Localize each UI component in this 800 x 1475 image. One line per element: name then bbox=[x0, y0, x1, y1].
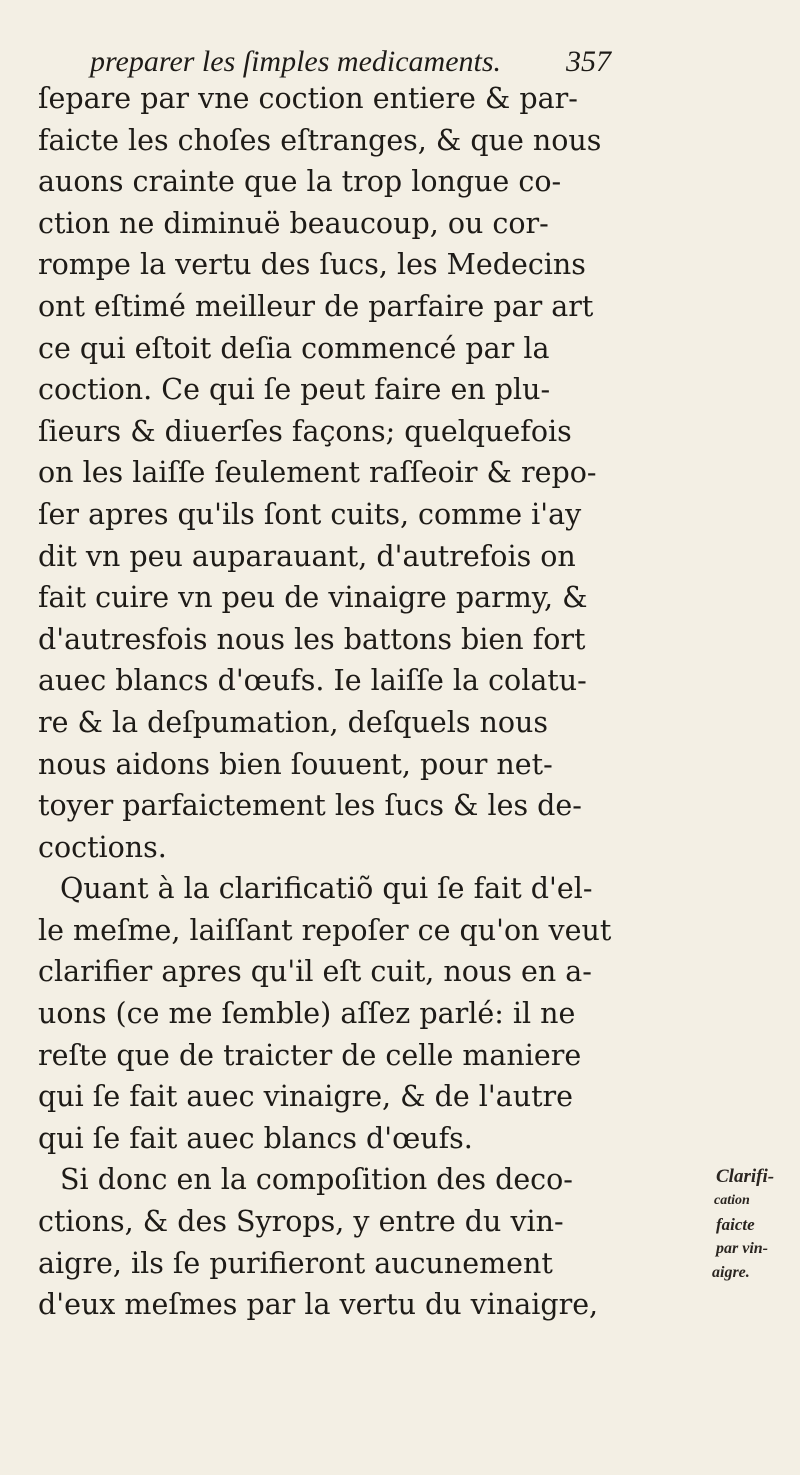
text-line: re & la deſpumation, deſquels nous bbox=[38, 705, 549, 739]
margin-note-line: faicte bbox=[716, 1215, 755, 1234]
text-line: le meſme, laiſſant repoſer ce qu'on veut bbox=[38, 913, 612, 947]
margin-note-line: cation bbox=[714, 1193, 750, 1208]
text-line: ſepare par vne coction entiere & par- bbox=[38, 82, 578, 115]
text-line: fait cuire vn peu de vinaigre parmy, & bbox=[38, 581, 588, 615]
text-line: reſte que de traicter de celle maniere bbox=[38, 1038, 582, 1072]
text-line: d'autresfois nous les battons bien fort bbox=[38, 622, 586, 656]
text-line: coctions. bbox=[38, 830, 167, 864]
text-line: auons crainte que la trop longue co- bbox=[38, 165, 562, 199]
text-line: aigre, ils ſe purifieront aucunement bbox=[38, 1246, 553, 1280]
margin-note-line: aigre. bbox=[712, 1264, 750, 1281]
paragraph-start-line: Si donc en la compoſition des deco- bbox=[60, 1163, 573, 1197]
margin-note bbox=[712, 1165, 796, 1285]
text-line: uons (ce me ſemble) aſſez parlé: il ne bbox=[38, 997, 576, 1031]
text-line: coction. Ce qui ſe peut faire en plu- bbox=[38, 373, 551, 407]
text-line: ction ne diminuë beaucoup, ou cor- bbox=[38, 206, 549, 240]
text-line: nous aidons bien ſouuent, pour net- bbox=[38, 747, 553, 781]
text-line: auec blancs d'œufs. Ie laiſſe la colatu- bbox=[38, 664, 587, 698]
margin-note-line: par vin- bbox=[716, 1240, 768, 1257]
margin-note-line: Clarifi- bbox=[716, 1166, 775, 1187]
paragraph-start-line: Quant à la clarificatiõ qui ſe fait d'el- bbox=[60, 872, 593, 906]
text-line: rompe la vertu des ſucs, les Medecins bbox=[38, 248, 586, 282]
text-line: qui ſe fait auec blancs d'œufs. bbox=[38, 1121, 473, 1155]
text-line: dit vn peu auparauant, d'autrefois on bbox=[38, 539, 576, 573]
text-line: ont eſtimé meilleur de parfaire par art bbox=[38, 289, 594, 323]
text-line: on les laiſſe ſeulement raſſeoir & repo- bbox=[38, 456, 597, 490]
main-text bbox=[38, 78, 678, 1326]
text-line: toyer parfaictement les ſucs & les de- bbox=[38, 789, 582, 823]
text-line: ctions, & des Syrops, y entre du vin- bbox=[38, 1205, 564, 1239]
text-line: ſer apres qu'ils ſont cuits, comme i'ay bbox=[38, 497, 582, 531]
text-line: d'eux meſmes par la vertu du vinaigre, bbox=[38, 1288, 599, 1322]
text-line: ſieurs & diuerſes façons; quelquefois bbox=[38, 414, 572, 448]
text-line: faicte les choſes eſtranges, & que nous bbox=[38, 123, 602, 157]
text-line: ce qui eſtoit deſia commencé par la bbox=[38, 331, 550, 365]
running-title: preparer les ſimples medicaments. bbox=[90, 45, 502, 78]
text-line: clarifier apres qu'il eſt cuit, nous en a- bbox=[38, 955, 592, 989]
page-number: 357 bbox=[566, 45, 611, 78]
text-line: qui ſe fait auec vinaigre, & de l'autre bbox=[38, 1080, 574, 1114]
